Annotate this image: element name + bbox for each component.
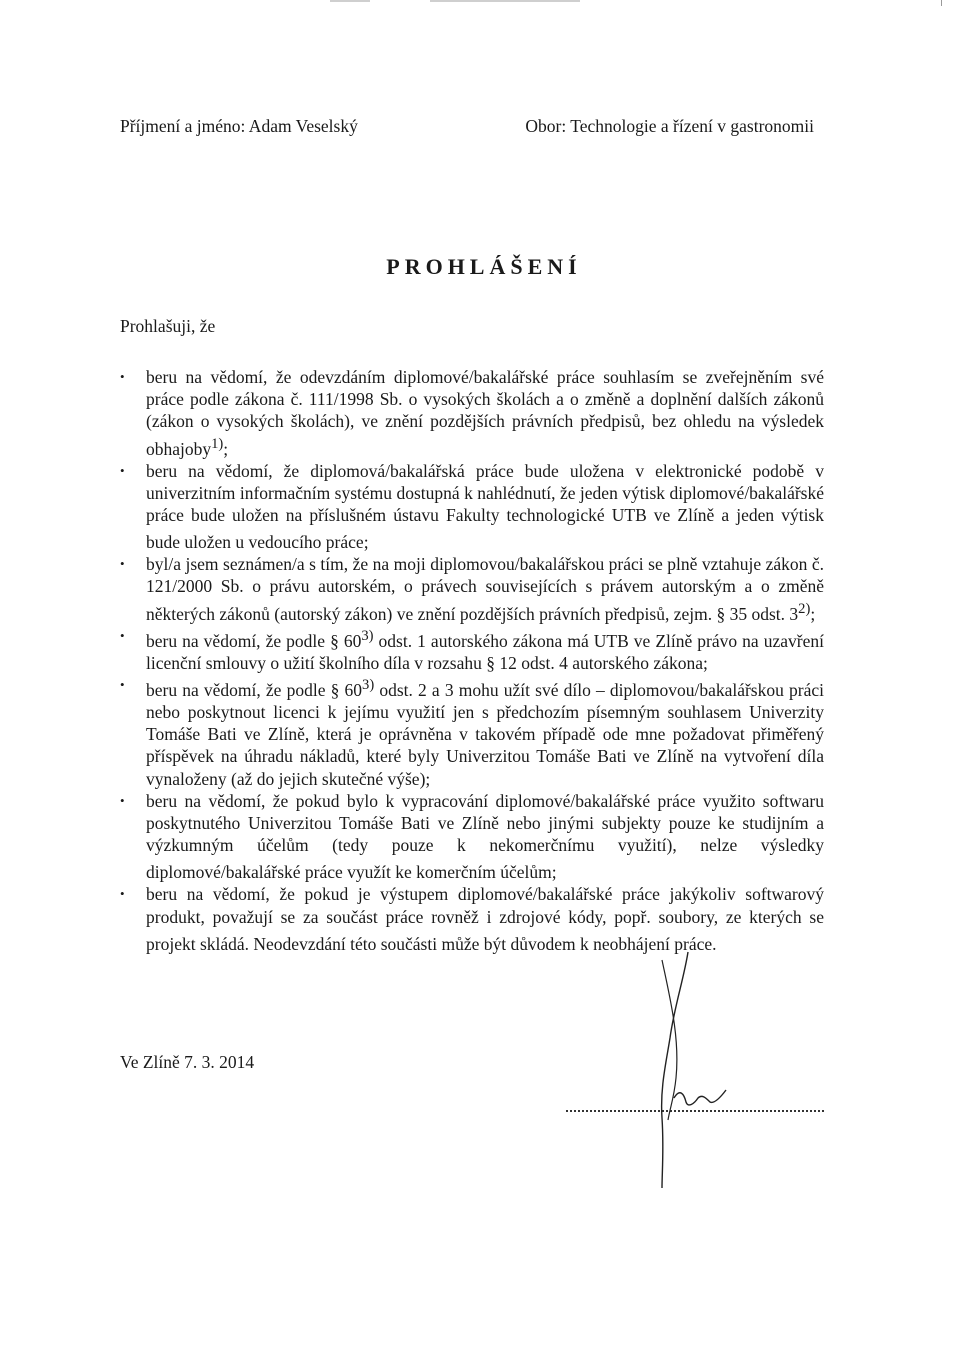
page-title-text: PROHLÁŠENÍ [386,254,582,279]
scan-artifact [430,0,580,2]
declaration-item: • beru na vědomí, že odevzdáním diplomové/bakalářské práce souhlasím se zveřejněním své práce podle zákona č. 111/1998 Sb. o vysokých školách a o změně a doplnění dalších zákonů (zákon o vysokých školách), ve znění pozdějších právních předpisů, bez ohledu na výsledek obhajoby$^{1)}$; [120,366,824,460]
student-name: Příjmení a jméno: Adam Veselský [120,116,358,136]
intro-text: Prohlašuji, že [120,316,216,336]
declaration-item: • beru na vědomí, že pokud je výstupem diplomové/bakalářské práce jakýkoliv softwarový produkt, považují se za součást práce rovněž i zdrojové kódy, popř. soubory, ze kterých se projekt skládá. Neodevzdání této součásti může být důvodem k neobhájení práce. [120,883,824,954]
scan-artifact [330,0,370,2]
handwritten-signature [640,948,760,1198]
scan-artifact [941,0,942,6]
study-field: Obor: Technologie a řízení v gastronomii [525,116,814,136]
declaration-item: • beru na vědomí, že diplomová/bakalářská práce bude uložena v elektronické podobě v univerzitním informačním systému dostupná k nahlédnutí, že jeden výtisk diplomové/bakalářské práce bude uložen na příslušném ústavu Fakulty technologické UTB ve Zlíně a jeden výtisk bude uložen u vedoucího práce; [120,460,824,554]
declaration-item: • beru na vědomí, že podle § 60$^{3)}$ odst. 1 autorského zákona má UTB ve Zlíně právo na uzavření licenční smlouvy o užití školního díla v rozsahu § 12 odst. 4 autorského zákona; [120,625,824,674]
declaration-list [120,366,824,955]
declaration-item: • byl/a jsem seznámen/a s tím, že na moji diplomovou/bakalářskou práci se plně vztahuje zákon č. 121/2000 Sb. o právu autorském, o právech souvisejících s právem autorským a o změně některých zákonů (autorský zákon) ve znění pozdějších právních předpisů, zejm. § 35 odst. 3$^{2)}$; [120,553,824,624]
declaration-item: • beru na vědomí, že pokud bylo k vypracování diplomové/bakalářské práce využito softwaru poskytnutého Univerzitou Tomáše Bati ve Zlíně nebo jinými subjekty pouze ke studijním a výzkumným účelům (tedy pouze k nekomerčnímu využití), nelze výsledky diplomové/bakalářské práce využít ke komerčním účelům; [120,790,824,884]
declaration-item: • beru na vědomí, že podle § 60$^{3)}$ odst. 2 a 3 mohu užít své dílo – diplomovou/bakalářskou práci nebo poskytnout licenci k jejímu využití jen s předchozím písemným souhlasem Univerzity Tomáše Bati ve Zlíně, která je oprávněna v takovém případě ode mne požadovat přiměřený příspěvek na úhradu nákladů, které byly Univerzitou Tomáše Bati ve Zlíně na vytvoření díla vynaloženy (až do jejich skutečné výše); [120,674,824,790]
header [120,116,814,142]
place-and-date: Ve Zlíně 7. 3. 2014 [120,1052,255,1072]
page-title [0,254,960,280]
